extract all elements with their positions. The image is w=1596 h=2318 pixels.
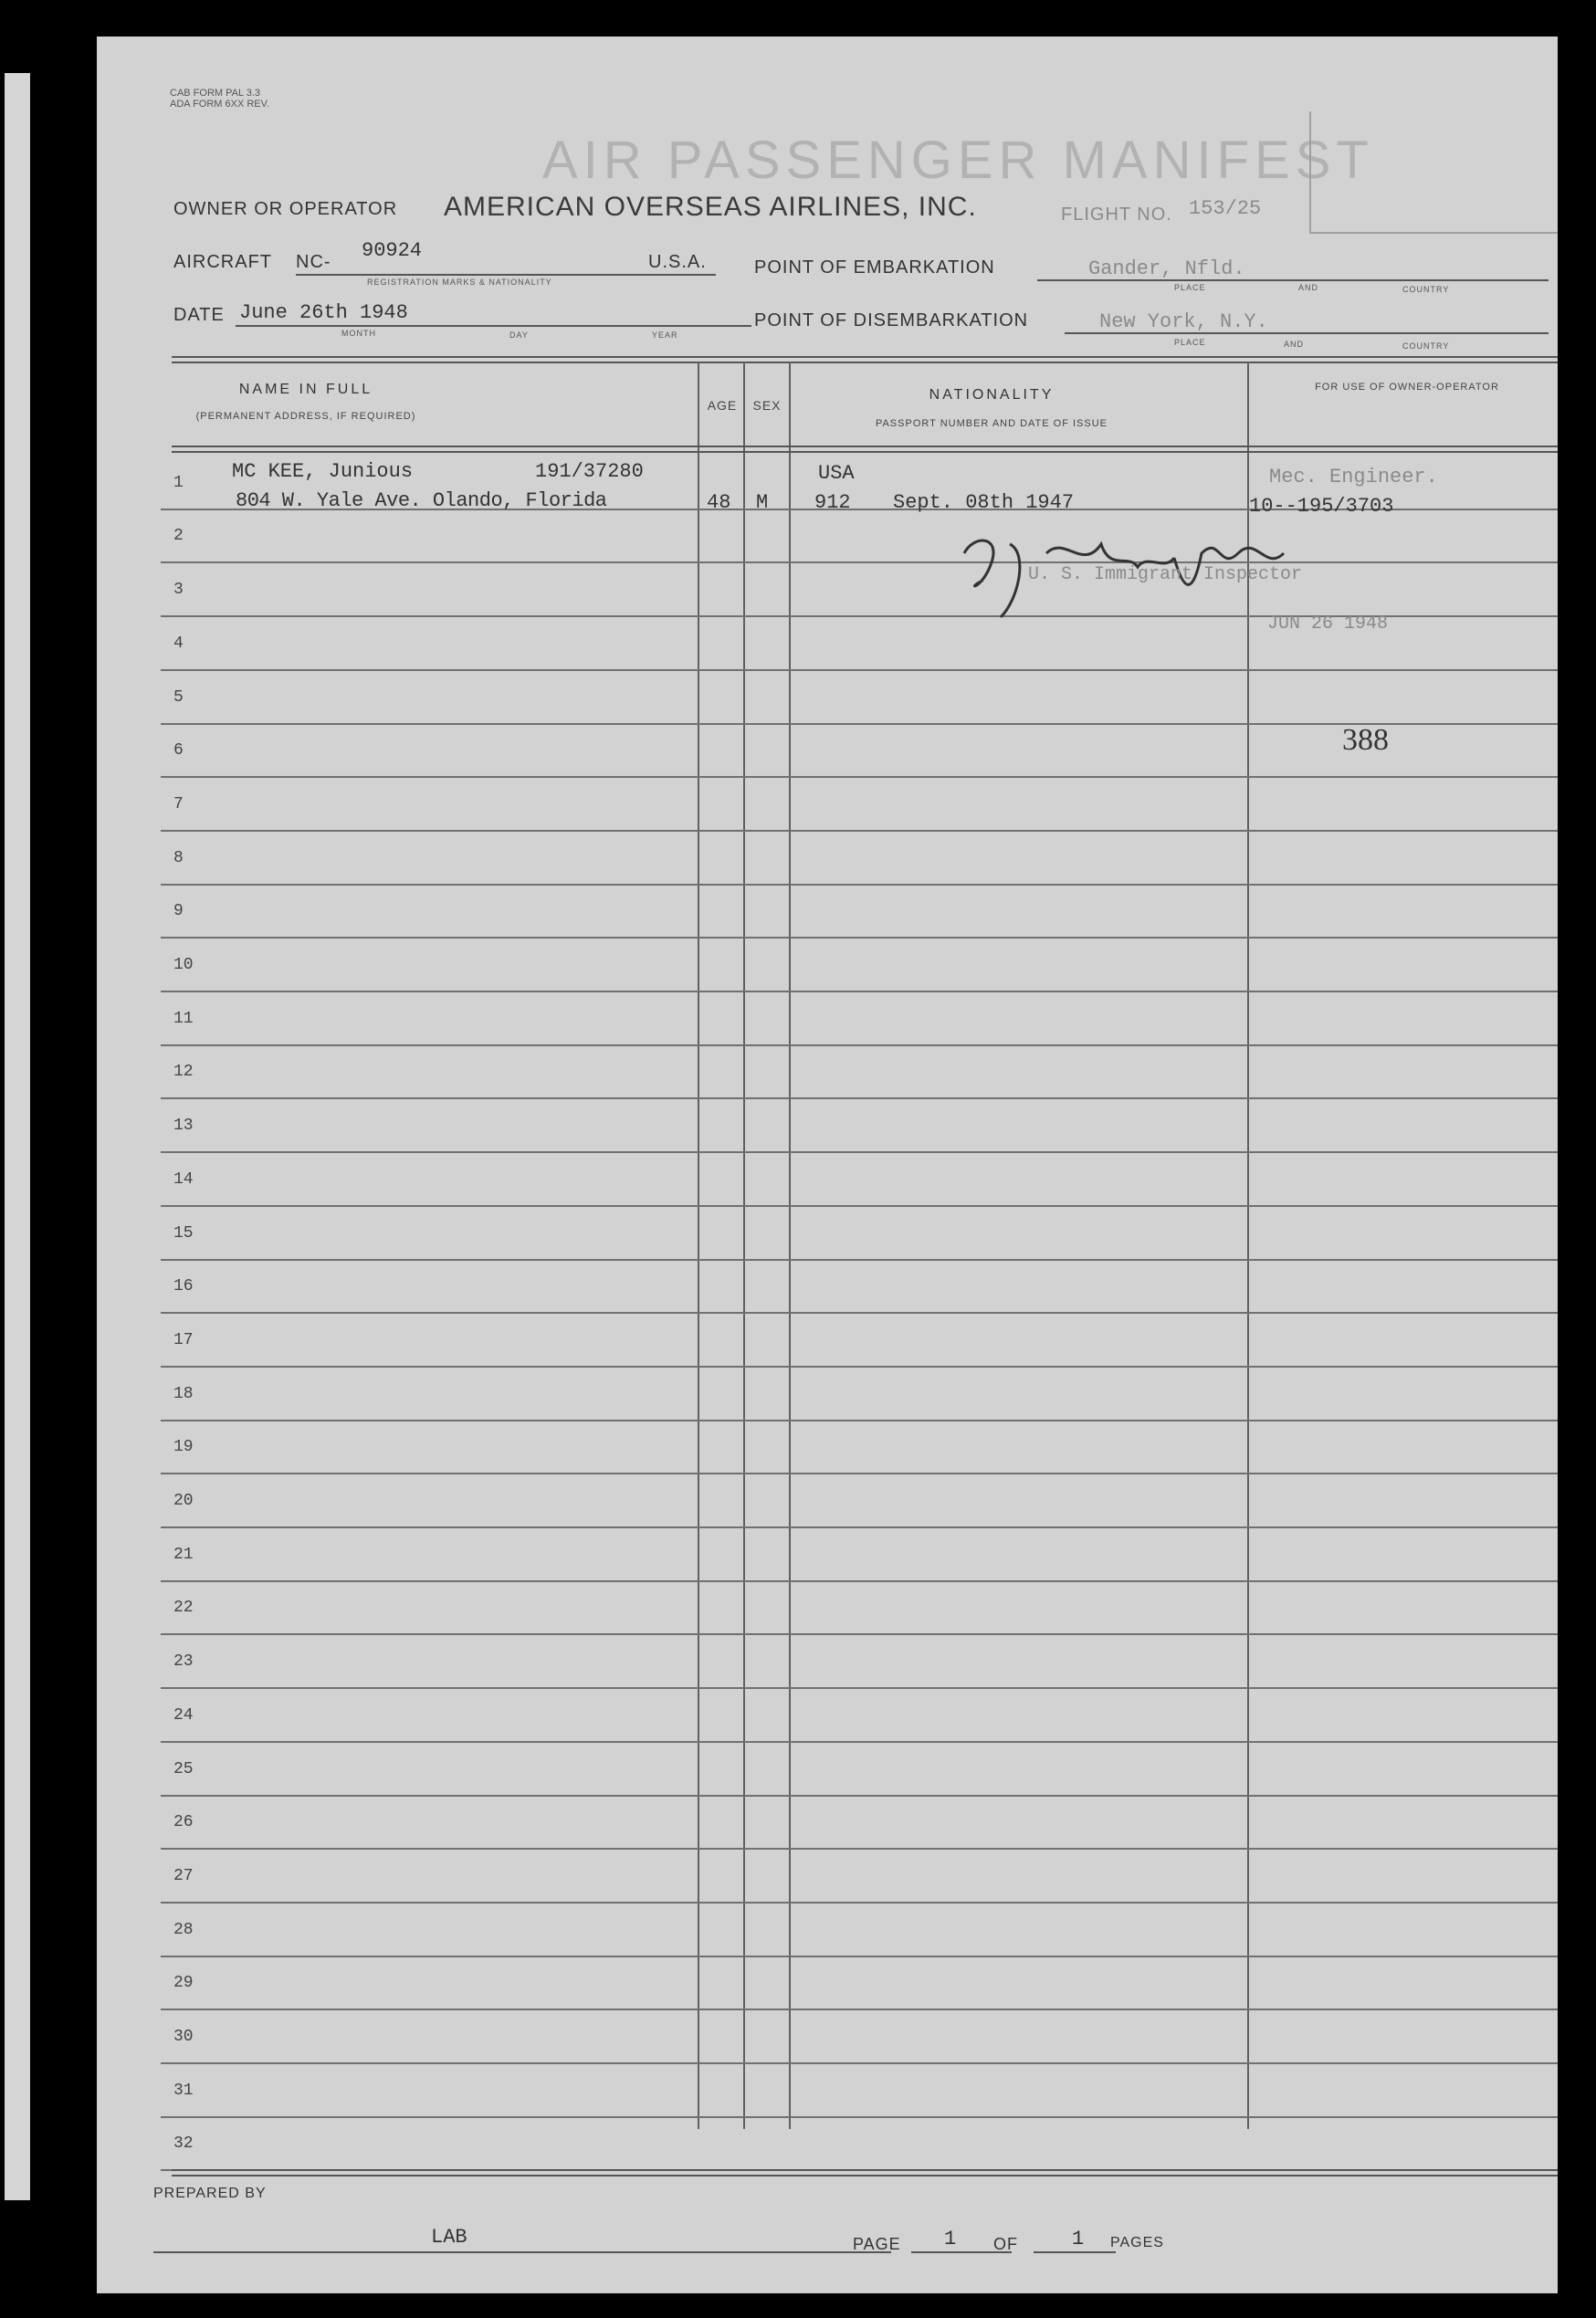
row-number: 8 xyxy=(173,849,184,867)
document-number: 388 xyxy=(1342,723,1389,757)
row-number: 13 xyxy=(173,1117,194,1135)
embark-label: POINT OF EMBARKATION xyxy=(754,257,995,278)
disembark-and-caption: AND xyxy=(1284,340,1305,349)
row-rule xyxy=(161,776,1558,778)
date-value: June 26th 1948 xyxy=(239,301,408,324)
age-column-header: AGE xyxy=(707,398,738,413)
page-value: 1 xyxy=(944,2228,957,2250)
row-rule xyxy=(161,1259,1558,1261)
row-rule xyxy=(161,1312,1558,1314)
owner-value: AMERICAN OVERSEAS AIRLINES, INC. xyxy=(444,192,977,222)
row-number: 21 xyxy=(173,1546,194,1564)
disembark-country-caption: COUNTRY xyxy=(1402,341,1450,351)
row-number: 27 xyxy=(173,1867,194,1885)
row-number: 29 xyxy=(173,1974,194,1992)
row-rule xyxy=(161,1687,1558,1689)
row-rule xyxy=(161,1633,1558,1635)
pages-value: 1 xyxy=(1072,2228,1085,2250)
of-label: OF xyxy=(993,2235,1018,2253)
row-rule xyxy=(161,830,1558,832)
row-number: 6 xyxy=(173,741,184,760)
aircraft-nation: U.S.A. xyxy=(648,252,707,272)
row-rule xyxy=(161,884,1558,886)
row-number: 28 xyxy=(173,1921,194,1939)
row-number: 23 xyxy=(173,1652,194,1671)
passenger-id: 191/37280 xyxy=(535,460,644,483)
row-number: 10 xyxy=(173,956,194,974)
row-number: 15 xyxy=(173,1224,194,1243)
header-rule-bottom xyxy=(172,362,1558,363)
inspector-stamp: U. S. Immigrant Inspector xyxy=(1028,564,1303,585)
row-rule xyxy=(161,1580,1558,1582)
row-rule xyxy=(161,937,1558,939)
row-number: 7 xyxy=(173,795,184,813)
row-rule xyxy=(161,1795,1558,1797)
row-rule xyxy=(161,1956,1558,1957)
embark-country-caption: COUNTRY xyxy=(1402,285,1450,294)
owner-label: OWNER OR OPERATOR xyxy=(173,199,398,219)
sex-column-divider xyxy=(743,362,745,2129)
flight-value: 153/25 xyxy=(1189,197,1262,220)
row-rule xyxy=(161,561,1558,563)
flight-label: FLIGHT NO. xyxy=(1061,205,1172,225)
page-title: AIR PASSENGER MANIFEST xyxy=(542,131,1374,190)
row-number: 4 xyxy=(173,635,184,653)
row-number: 5 xyxy=(173,688,184,707)
pages-underline xyxy=(1034,2251,1116,2253)
row-number: 3 xyxy=(173,581,184,599)
day-caption: DAY xyxy=(509,330,529,340)
page-label: PAGE xyxy=(853,2235,901,2253)
row-number: 17 xyxy=(173,1331,194,1349)
form-code xyxy=(170,88,269,110)
disembark-value: New York, N.Y. xyxy=(1099,310,1268,333)
aircraft-value: 90924 xyxy=(362,239,423,262)
nationality-column-subheader: PASSPORT NUMBER AND DATE OF ISSUE xyxy=(875,418,1108,429)
disembark-place-caption: PLACE xyxy=(1174,338,1206,347)
footer-rule-bottom xyxy=(172,2175,1558,2176)
row-number: 16 xyxy=(173,1277,194,1295)
row-number: 24 xyxy=(173,1706,194,1725)
row-number: 1 xyxy=(173,474,184,492)
prepared-by-underline xyxy=(153,2251,891,2253)
prepared-by-value: LAB xyxy=(431,2226,467,2249)
row-rule xyxy=(161,1151,1558,1153)
row-number: 20 xyxy=(173,1492,194,1510)
passenger-address: 804 W. Yale Ave. Olando, Florida xyxy=(236,489,607,512)
date-label: DATE xyxy=(173,305,225,325)
row-number: 18 xyxy=(173,1385,194,1403)
form-code-line2: ADA FORM 6XX REV. xyxy=(170,99,270,110)
nationality-column-header: NATIONALITY xyxy=(929,387,1055,403)
aircraft-underline xyxy=(296,274,716,276)
row-number: 26 xyxy=(173,1813,194,1831)
owner-column-divider xyxy=(1247,362,1249,2129)
row-rule xyxy=(161,1473,1558,1474)
passenger-name: MC KEE, Junious xyxy=(232,460,414,483)
month-caption: MONTH xyxy=(341,329,376,338)
passenger-owner-code: 10--195/3703 xyxy=(1249,495,1394,518)
row-rule xyxy=(161,2116,1558,2118)
row-rule xyxy=(161,669,1558,671)
row-rule xyxy=(161,1420,1558,1421)
row-rule xyxy=(161,1526,1558,1528)
disembark-label: POINT OF DISEMBARKATION xyxy=(754,310,1029,330)
passenger-age: 48 xyxy=(707,491,731,514)
name-column-subheader: (PERMANENT ADDRESS, IF REQUIRED) xyxy=(195,411,416,422)
name-column-header: NAME IN FULL xyxy=(238,382,373,397)
row-rule xyxy=(161,1097,1558,1099)
year-caption: YEAR xyxy=(652,330,678,340)
stamp-date: JUN 26 1948 xyxy=(1267,614,1389,635)
flight-box xyxy=(1309,111,1558,234)
row-rule xyxy=(161,1205,1558,1207)
row-rule xyxy=(161,2062,1558,2064)
passenger-passport: 912 xyxy=(814,491,851,514)
footer-rule-top xyxy=(172,2169,1558,2171)
row-number: 19 xyxy=(173,1438,194,1456)
row-number: 11 xyxy=(173,1010,194,1028)
column-header-rule xyxy=(172,446,1558,447)
date-underline xyxy=(236,325,751,327)
header-rule-top xyxy=(172,356,1558,358)
scan-edge xyxy=(5,73,30,2200)
row-number: 32 xyxy=(173,2134,194,2153)
passenger-occupation: Mec. Engineer. xyxy=(1269,466,1438,488)
row-rule xyxy=(161,1741,1558,1743)
registration-caption: REGISTRATION MARKS & NATIONALITY xyxy=(367,278,552,287)
nationality-column-divider xyxy=(789,362,791,2129)
row-rule xyxy=(161,2009,1558,2010)
passenger-passport-date: Sept. 08th 1947 xyxy=(893,491,1075,514)
age-column-divider xyxy=(698,362,699,2129)
row-rule xyxy=(161,1848,1558,1850)
row-number: 2 xyxy=(173,527,184,545)
row-number: 30 xyxy=(173,2028,194,2046)
row-rule xyxy=(161,991,1558,992)
row-rule xyxy=(161,1902,1558,1904)
embark-value: Gander, Nfld. xyxy=(1088,257,1245,280)
passenger-nationality: USA xyxy=(818,462,855,485)
row-number: 25 xyxy=(173,1760,194,1778)
row-number: 31 xyxy=(173,2082,194,2100)
row-rule xyxy=(161,1366,1558,1368)
form-code-line1: CAB FORM PAL 3.3 xyxy=(170,88,261,99)
passenger-sex: M xyxy=(756,491,769,514)
sex-column-header: SEX xyxy=(752,398,782,413)
column-header-rule-2 xyxy=(172,451,1558,453)
row-number: 9 xyxy=(173,902,184,920)
aircraft-prefix: NC- xyxy=(296,252,331,272)
embark-place-caption: PLACE xyxy=(1174,283,1206,292)
row-number: 22 xyxy=(173,1599,194,1617)
row-number: 14 xyxy=(173,1170,194,1189)
prepared-by-label: PREPARED BY xyxy=(153,2186,267,2201)
embark-and-caption: AND xyxy=(1298,283,1319,292)
row-rule xyxy=(161,1044,1558,1046)
pages-label: PAGES xyxy=(1110,2235,1164,2250)
manifest-sheet xyxy=(97,37,1558,2293)
aircraft-label: AIRCRAFT xyxy=(173,252,272,272)
owner-use-column-header: FOR USE OF OWNER-OPERATOR xyxy=(1315,382,1499,393)
row-number: 12 xyxy=(173,1063,194,1081)
